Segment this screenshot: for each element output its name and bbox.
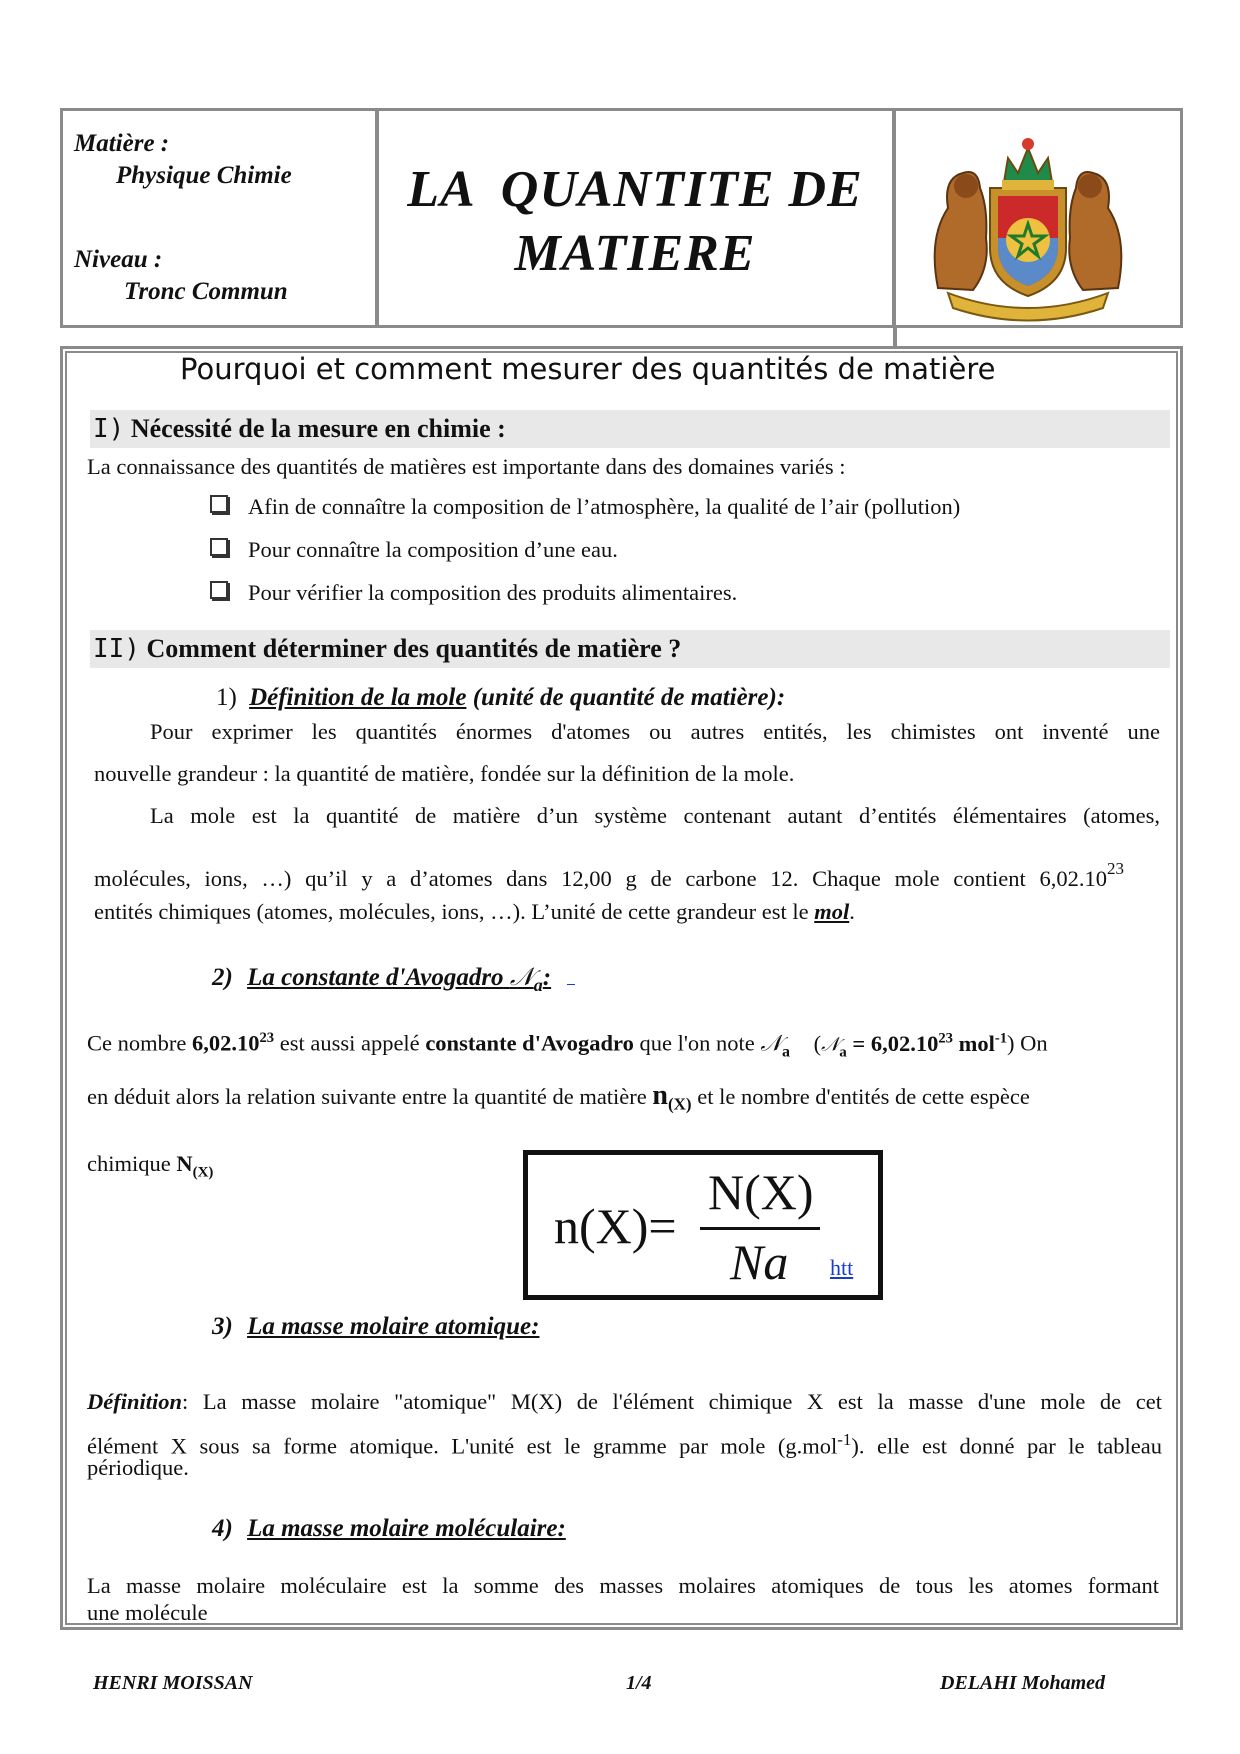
list-item-text: Afin de connaître la composition de l’atmosphère, la qualité de l’air (pollution) — [248, 494, 961, 519]
footer-page-number: 1/4 — [626, 1672, 652, 1694]
avogadro-symbol: 𝒩 — [509, 962, 534, 991]
section-1-number: I) — [93, 414, 125, 444]
list-item — [210, 580, 737, 606]
list-item-text: Pour connaître la composition d’une eau. — [248, 537, 618, 562]
formula-numerator: N(X) — [708, 1164, 814, 1220]
list-item — [210, 494, 960, 520]
molecular-mass-line-1: La masse molaire moléculaire est la somme des masses molaires atomiques de tous les atomes formant — [87, 1573, 1159, 1598]
level-label: Niveau : — [74, 246, 163, 273]
section-2-heading — [93, 634, 681, 664]
mole-paragraph-2-line-1: La mole est la quantité de matière d’un système contenant autant d’entités élémentaires (atomes, — [150, 803, 1160, 828]
section-1-intro: La connaissance des quantités de matières est importante dans des domaines variés : — [87, 454, 846, 479]
atomic-mass-line-1: Définition: La masse molaire "atomique" M(X) de l'élément chimique X est la masse d'une mole de cet — [87, 1389, 1162, 1414]
subsection-2-heading: 2) La constante d'Avogadro 𝒩$_a$: — [212, 962, 575, 996]
formula-box — [523, 1150, 883, 1300]
subject-label: Matière : — [74, 130, 170, 157]
section-1-title: Nécessité de la mesure en chimie : — [130, 414, 506, 443]
level-value: Tronc Commun — [124, 278, 288, 305]
section-2-title: Comment déterminer des quantités de matière ? — [146, 634, 682, 663]
subsection-4-title: La masse molaire moléculaire: — [247, 1515, 566, 1542]
subsection-2-number: 2) — [212, 964, 233, 991]
title-line-2: MATIERE — [514, 225, 756, 282]
footer-right: DELAHI Mohamed — [940, 1672, 1106, 1694]
subsection-3-heading — [212, 1313, 539, 1341]
subsection-3-number: 3) — [212, 1313, 233, 1340]
avogadro-line-2: en déduit alors la relation suivante entre la quantité de matière $n_{(X)}$ et le nombre d'entités de cette espèce — [87, 1080, 1030, 1114]
subtitle: Pourquoi et comment mesurer des quantités de matière — [180, 352, 996, 386]
checkbox-icon — [210, 495, 228, 513]
atomic-mass-line-2: élément X sous sa forme atomique. L'unité est le gramme par mole (g.mol$^{-1}$). elle est donné par le tableau — [87, 1430, 1162, 1459]
subsection-3-title: La masse molaire atomique: — [247, 1313, 540, 1340]
footer-left: HENRI MOISSAN — [93, 1672, 253, 1694]
formula-fraction-bar — [700, 1227, 820, 1230]
subsection-1-heading — [216, 684, 785, 712]
mol-unit: mol — [814, 899, 850, 924]
mole-paragraph-2-line-2: molécules, ions, …) qu’il y a d’atomes dans 12,00 g de carbone 12. Chaque mole contient 6,02.10$^{23}$ — [94, 859, 1124, 891]
formula-link[interactable]: htt — [830, 1255, 854, 1280]
subsection-1-number: 1) — [216, 684, 237, 711]
subsection-2-title: La constante d'Avogadro — [247, 964, 504, 991]
avogadro-line-1: Ce nombre 6,02.10$^{23}$ est aussi appelé constante d'Avogadro que l'on note 𝒩$_a$ (𝒩$_a$ = $6,02.10^{23}$ mol$^{-1}$) On — [87, 1030, 1048, 1060]
avogadro-line-3: chimique $N_{(X)}$ — [87, 1151, 214, 1181]
list-item — [210, 537, 618, 563]
subject-value: Physique Chimie — [116, 162, 292, 189]
subsection-4-heading — [212, 1515, 566, 1543]
header-divider — [893, 328, 897, 348]
section-1-heading — [93, 414, 506, 444]
formula-denominator: Na — [730, 1234, 789, 1290]
molecular-mass-line-2: une molécule — [87, 1600, 208, 1625]
mole-paragraph-2-line-3: entités chimiques (atomes, molécules, ions, …). L’unité de cette grandeur est le mol. — [94, 899, 855, 924]
atomic-mass-line-3: périodique. — [87, 1455, 189, 1480]
subsection-4-number: 4) — [212, 1515, 233, 1542]
subsection-1-suffix: (unité de quantité de matière): — [472, 684, 786, 711]
checkbox-icon — [210, 538, 228, 556]
checkbox-icon — [210, 581, 228, 599]
formula-lhs: n(X)= — [554, 1198, 677, 1254]
title-line-1: LA QUANTITE DE — [407, 161, 863, 218]
subsection-1-title: Définition de la mole — [249, 684, 467, 711]
page-title — [380, 158, 890, 286]
list-item-text: Pour vérifier la composition des produits alimentaires. — [248, 580, 738, 605]
mole-paragraph-1-line-2: nouvelle grandeur : la quantité de matière, fondée sur la définition de la mole. — [94, 761, 795, 786]
section-2-number: II) — [93, 634, 140, 664]
coat-of-arms-icon — [918, 118, 1138, 323]
mole-paragraph-1-line-1: Pour exprimer les quantités énormes d'atomes ou autres entités, les chimistes ont inventé une — [150, 719, 1160, 744]
